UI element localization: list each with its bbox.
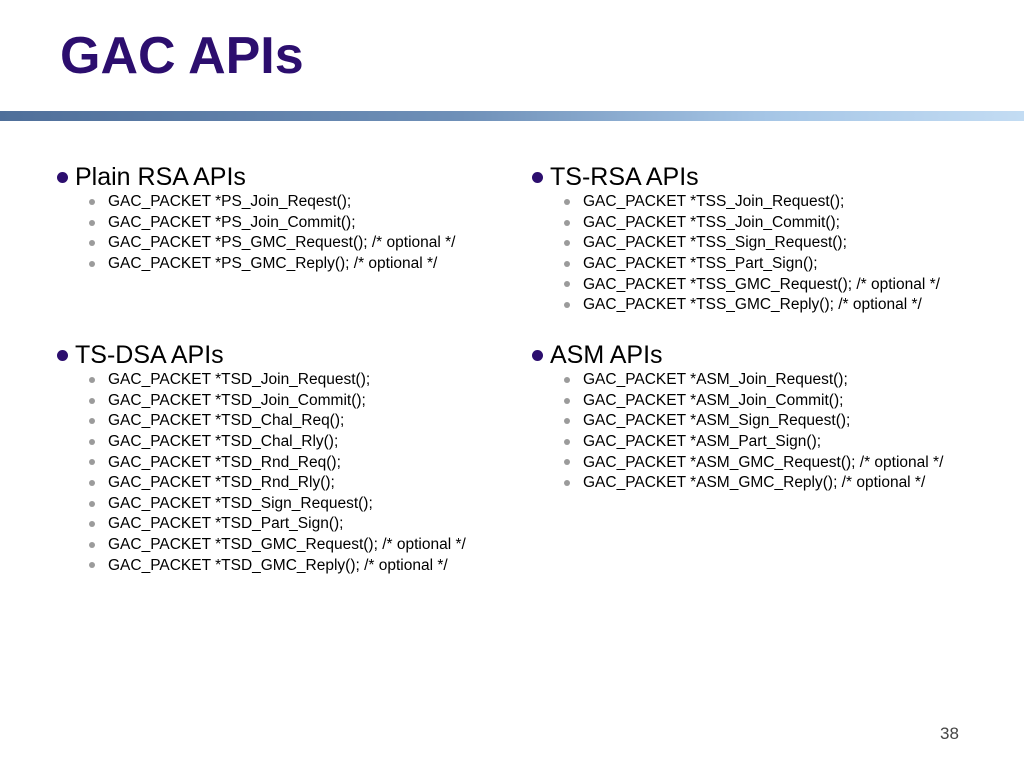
bullet-dot-icon (57, 350, 68, 361)
list-item (57, 233, 455, 254)
list-item (57, 254, 455, 275)
list-item-text: GAC_PACKET *PS_Join_Commit(); (108, 213, 356, 231)
api-list (57, 370, 466, 576)
list-item (57, 535, 466, 556)
list-item (57, 432, 466, 453)
bullet-icon (564, 398, 570, 404)
bullet-icon (564, 199, 570, 205)
list-item-text: GAC_PACKET *ASM_Part_Sign(); (583, 433, 822, 451)
bullet-icon (89, 480, 95, 486)
slide-title: GAC APIs (60, 27, 304, 85)
list-item (57, 494, 466, 515)
section-ts-dsa (57, 340, 466, 576)
list-item (532, 274, 940, 295)
list-item (532, 192, 940, 213)
page-number: 38 (940, 724, 959, 743)
bullet-dot-icon (57, 172, 68, 183)
list-item-text: GAC_PACKET *ASM_GMC_Request(); /* optional */ (583, 453, 944, 471)
list-item-text: GAC_PACKET *TSD_Rnd_Req(); (108, 453, 341, 471)
bullet-icon (564, 418, 570, 424)
section-asm (532, 340, 943, 494)
list-item (532, 391, 943, 412)
bullet-dot-icon (532, 350, 543, 361)
list-item (532, 254, 940, 275)
list-item (57, 473, 466, 494)
list-item-text: GAC_PACKET *TSD_Chal_Req(); (108, 412, 345, 430)
bullet-icon (89, 261, 95, 267)
list-item (532, 411, 943, 432)
bullet-icon (89, 542, 95, 548)
list-item-text: GAC_PACKET *TSS_GMC_Request(); /* optional */ (583, 275, 940, 293)
bullet-icon (89, 418, 95, 424)
section-heading (57, 162, 455, 192)
list-item-text: GAC_PACKET *TSS_GMC_Reply(); /* optional */ (583, 296, 922, 314)
list-item-text: GAC_PACKET *ASM_Join_Request(); (583, 371, 848, 389)
bullet-icon (89, 240, 95, 246)
bullet-icon (564, 261, 570, 267)
list-item (57, 192, 455, 213)
list-item-text: GAC_PACKET *TSD_Join_Commit(); (108, 391, 366, 409)
bullet-icon (564, 439, 570, 445)
list-item-text: GAC_PACKET *TSS_Join_Request(); (583, 193, 845, 211)
bullet-icon (564, 480, 570, 486)
section-heading (532, 340, 943, 370)
list-item (532, 432, 943, 453)
bullet-icon (89, 220, 95, 226)
bullet-icon (89, 398, 95, 404)
list-item-text: GAC_PACKET *TSD_Chal_Rly(); (108, 433, 339, 451)
list-item (57, 452, 466, 473)
section-heading (57, 340, 466, 370)
list-item-text: GAC_PACKET *TSS_Part_Sign(); (583, 255, 818, 273)
section-heading-label: ASM APIs (550, 340, 663, 369)
section-heading-label: Plain RSA APIs (75, 162, 246, 191)
list-item (57, 411, 466, 432)
list-item-text: GAC_PACKET *ASM_GMC_Reply(); /* optional */ (583, 474, 926, 492)
list-item (532, 213, 940, 234)
section-plain-rsa (57, 162, 455, 274)
list-item-text: GAC_PACKET *TSD_Rnd_Rly(); (108, 474, 335, 492)
title-divider (0, 111, 1024, 121)
list-item (57, 514, 466, 535)
section-heading (532, 162, 940, 192)
section-ts-rsa (532, 162, 940, 316)
bullet-icon (89, 377, 95, 383)
list-item-text: GAC_PACKET *TSS_Join_Commit(); (583, 213, 840, 231)
list-item-text: GAC_PACKET *TSD_Sign_Request(); (108, 494, 373, 512)
bullet-icon (89, 562, 95, 568)
bullet-icon (564, 377, 570, 383)
bullet-icon (89, 501, 95, 507)
bullet-dot-icon (532, 172, 543, 183)
bullet-icon (564, 302, 570, 308)
bullet-icon (564, 459, 570, 465)
bullet-icon (564, 240, 570, 246)
list-item (532, 473, 943, 494)
list-item (532, 452, 943, 473)
api-list (532, 370, 943, 494)
section-heading-label: TS-DSA APIs (75, 340, 224, 369)
bullet-icon (89, 521, 95, 527)
bullet-icon (564, 220, 570, 226)
list-item-text: GAC_PACKET *TSS_Sign_Request(); (583, 234, 847, 252)
list-item-text: GAC_PACKET *ASM_Join_Commit(); (583, 391, 844, 409)
bullet-icon (89, 459, 95, 465)
list-item-text: GAC_PACKET *TSD_GMC_Reply(); /* optional */ (108, 556, 448, 574)
list-item-text: GAC_PACKET *TSD_GMC_Request(); /* optional */ (108, 536, 466, 554)
bullet-icon (89, 199, 95, 205)
bullet-icon (89, 439, 95, 445)
list-item (57, 370, 466, 391)
list-item (57, 555, 466, 576)
list-item-text: GAC_PACKET *TSD_Part_Sign(); (108, 515, 344, 533)
list-item-text: GAC_PACKET *PS_Join_Reqest(); (108, 193, 352, 211)
api-list (532, 192, 940, 316)
list-item (532, 370, 943, 391)
list-item (57, 213, 455, 234)
list-item-text: GAC_PACKET *ASM_Sign_Request(); (583, 412, 851, 430)
list-item-text: GAC_PACKET *PS_GMC_Request(); /* optional */ (108, 234, 456, 252)
bullet-icon (564, 281, 570, 287)
list-item-text: GAC_PACKET *PS_GMC_Reply(); /* optional */ (108, 255, 438, 273)
list-item-text: GAC_PACKET *TSD_Join_Request(); (108, 371, 371, 389)
section-heading-label: TS-RSA APIs (550, 162, 699, 191)
list-item (532, 233, 940, 254)
api-list (57, 192, 455, 274)
list-item (532, 295, 940, 316)
list-item (57, 391, 466, 412)
